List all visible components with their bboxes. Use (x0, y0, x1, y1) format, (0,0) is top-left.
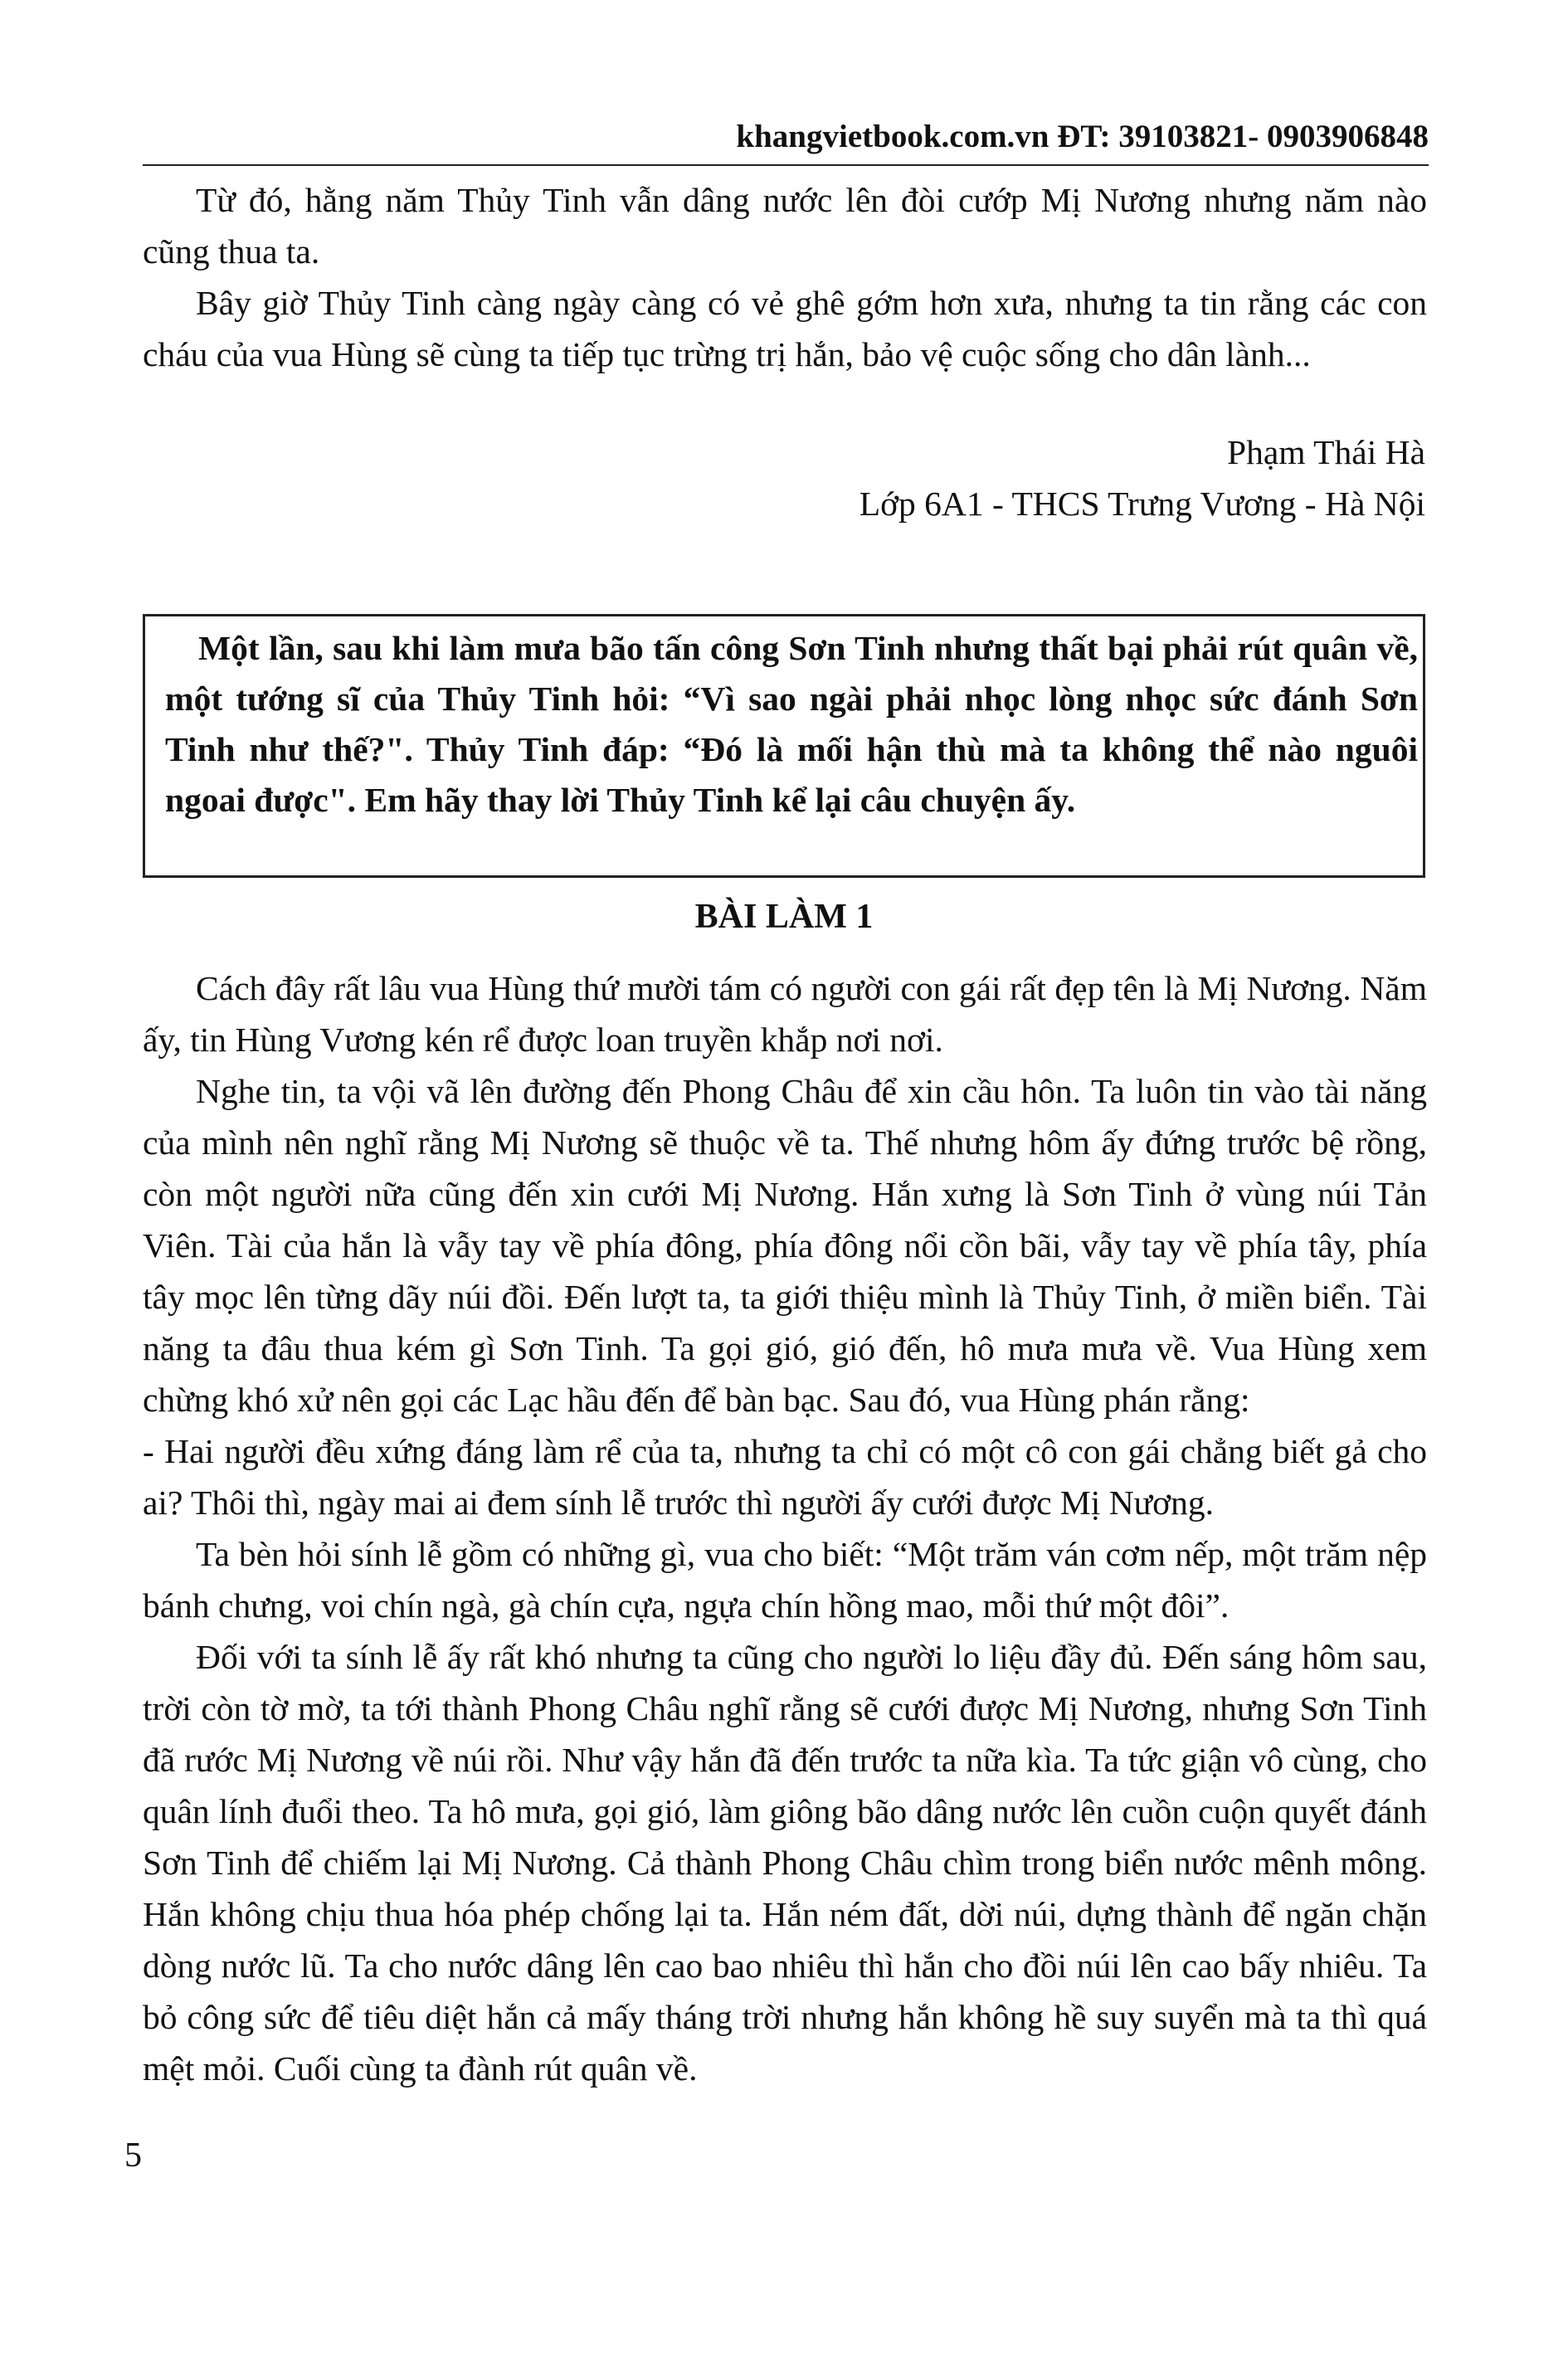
essay-paragraph-2: Nghe tin, ta vội vã lên đường đến Phong Châu để xin cầu hôn. Ta luôn tin vào tài năng của mình nên nghĩ rằng Mị Nương sẽ thuộc về ta. Thế nhưng hôm ấy đứng trước bệ rồng, còn một người nữa cũng đến xin cưới Mị Nương. Hắn xưng là Sơn Tinh ở vùng núi Tản Viên. Tài của hắn là vẫy tay về phía đông, phía đông nổi cồn bãi, vẫy tay về phía tây, phía tây mọc lên từng dãy núi đồi. Đến lượt ta, ta giới thiệu mình là Thủy Tinh, ở miền biển. Tài năng ta đâu thua kém gì Sơn Tinh. Ta gọi gió, gió đến, hô mưa mưa về. Vua Hùng xem chừng khó xử nên gọi các Lạc hầu đến để bàn bạc. Sau đó, vua Hùng phán rằng: (143, 1072, 1427, 1419)
essay-paragraph-3: Ta bèn hỏi sính lễ gồm có những gì, vua cho biết: “Một trăm ván cơm nếp, một trăm nệp bánh chưng, voi chín ngà, gà chín cựa, ngựa chín hồng mao, mỗi thứ một đôi”. (143, 1535, 1427, 1625)
intro-text (143, 174, 1427, 380)
assignment-prompt: Một lần, sau khi làm mưa bão tấn công Sơn Tinh nhưng thất bại phải rút quân về, một tướng sĩ của Thủy Tinh hỏi: “Vì sao ngài phải nhọc lòng nhọc sức đánh Sơn Tinh như thế?". Thủy Tinh đáp: “Đó là mối hận thù mà ta không thể nào nguôi ngoai được". Em hãy thay lời Thủy Tinh kể lại câu chuyện ấy. (165, 629, 1418, 819)
page-header: khangvietbook.com.vn ĐT: 39103821- 0903906848 (736, 119, 1429, 154)
intro-paragraph-2: Bây giờ Thủy Tinh càng ngày càng có vẻ ghê gớm hơn xưa, nhưng ta tin rằng các con cháu của vua Hùng sẽ cùng ta tiếp tục trừng trị hắn, bảo vệ cuộc sống cho dân lành... (143, 284, 1427, 373)
essay-paragraph-1: Cách đây rất lâu vua Hùng thứ mười tám có người con gái rất đẹp tên là Mị Nương. Năm ấy, tin Hùng Vương kén rể được loan truyền khắp nơi nơi. (143, 969, 1427, 1059)
page-number: 5 (124, 2136, 142, 2175)
essay-dialog: - Hai người đều xứng đáng làm rể của ta, nhưng ta chỉ có một cô con gái chẳng biết gả cho ai? Thôi thì, ngày mai ai đem sính lễ trước thì người ấy cưới được Mị Nương. (143, 1432, 1427, 1522)
essay-paragraph-4: Đối với ta sính lễ ấy rất khó nhưng ta cũng cho người lo liệu đầy đủ. Đến sáng hôm sau, trời còn tờ mờ, ta tới thành Phong Châu nghĩ rằng sẽ cưới được Mị Nương, nhưng Sơn Tinh đã rước Mị Nương về núi rồi. Như vậy hắn đã đến trước ta nữa kìa. Ta tức giận vô cùng, cho quân lính đuổi theo. Ta hô mưa, gọi gió, làm giông bão dâng nước lên cuồn cuộn quyết đánh Sơn Tinh để chiếm lại Mị Nương. Cả thành Phong Châu chìm trong biển nước mênh mông. Hắn không chịu thua hóa phép chống lại ta. Hắn ném đất, dời núi, dựng thành để ngăn chặn dòng nước lũ. Ta cho nước dâng lên cao bao nhiêu thì hắn cho đồi núi lên cao bấy nhiêu. Ta bỏ công sức để tiêu diệt hắn cả mấy tháng trời nhưng hắn không hề suy suyển mà ta thì quá mệt mỏi. Cuối cùng ta đành rút quân về. (143, 1638, 1427, 2087)
intro-paragraph-1: Từ đó, hằng năm Thủy Tinh vẫn dâng nước lên đòi cướp Mị Nương nhưng năm nào cũng thua ta. (143, 181, 1427, 270)
essay-body (143, 962, 1427, 2094)
author-school: Lớp 6A1 - THCS Trưng Vương - Hà Nội (859, 485, 1425, 523)
author-name: Phạm Thái Hà (1227, 433, 1425, 471)
assignment-prompt-box (143, 614, 1425, 878)
header-rule (143, 164, 1429, 166)
section-title: BÀI LÀM 1 (694, 898, 874, 936)
